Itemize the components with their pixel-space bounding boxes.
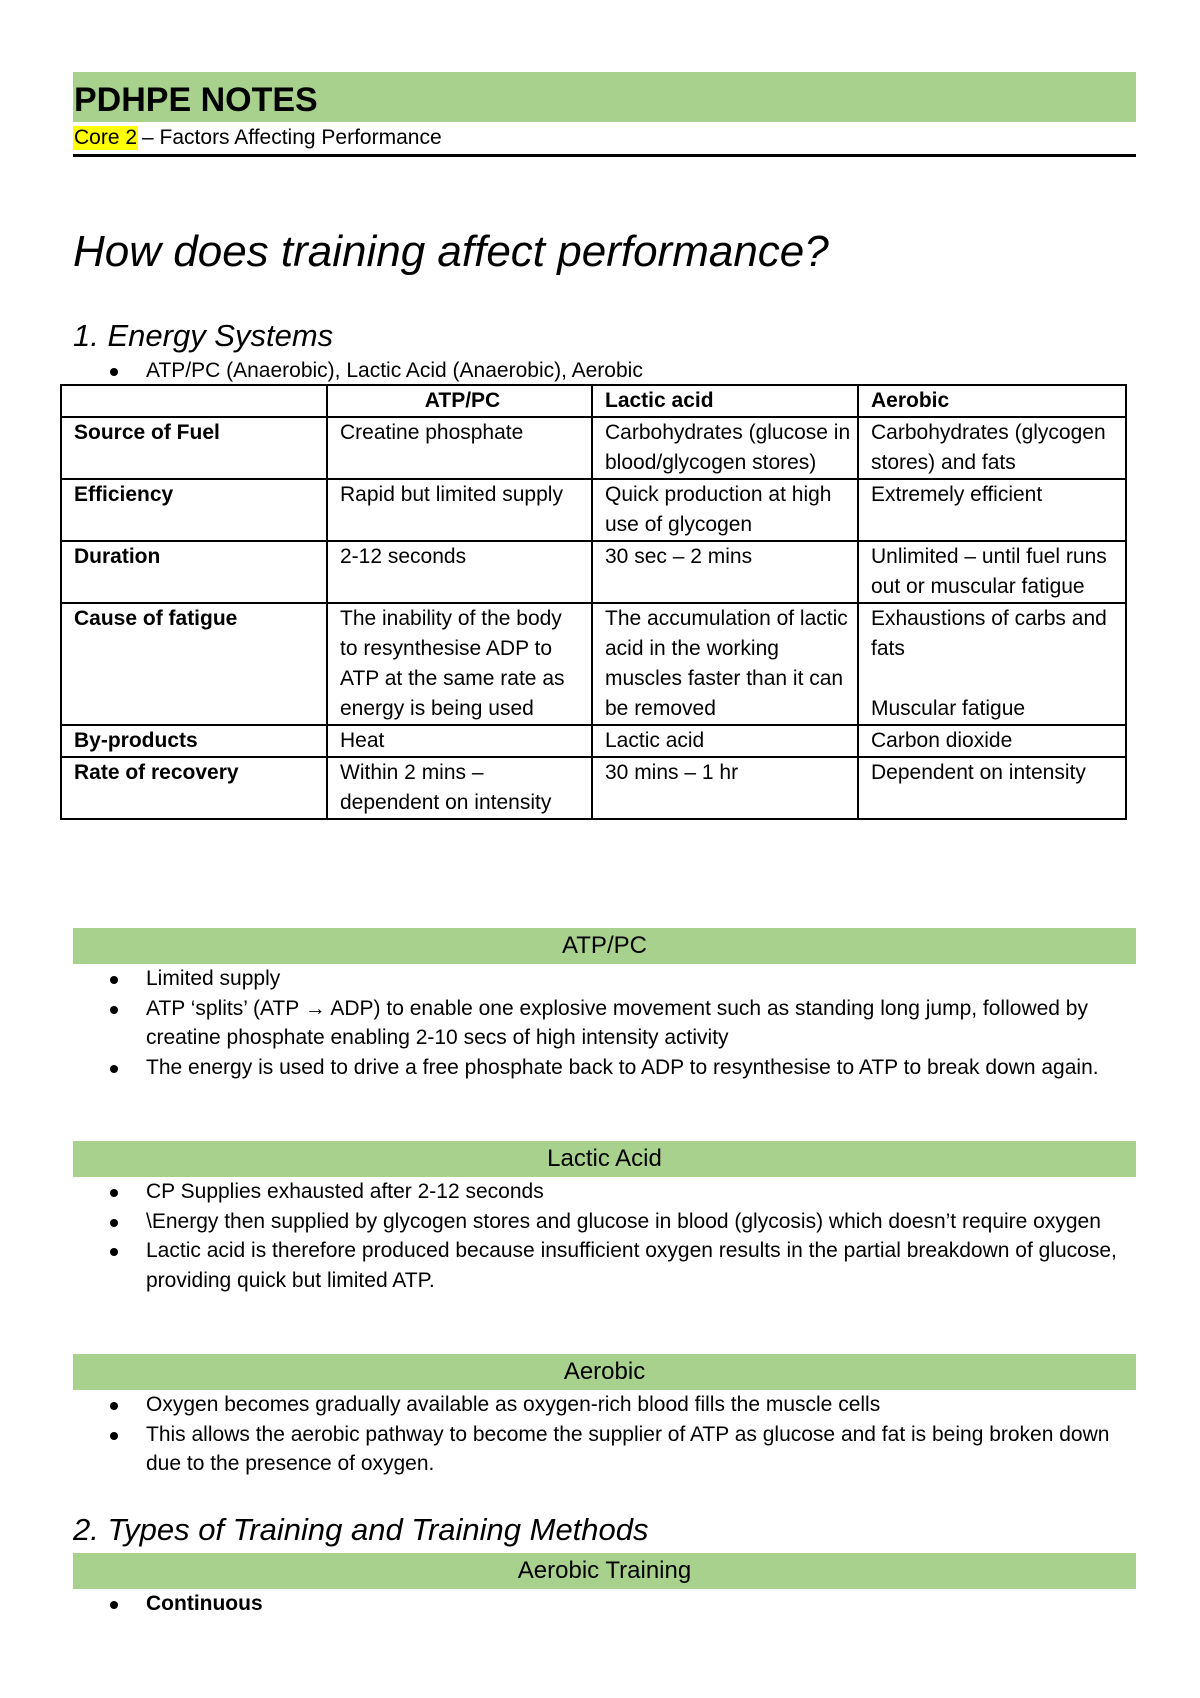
list-item: The energy is used to drive a free phosphate back to ADP to resynthesise to ATP to break down again. (73, 1053, 1136, 1083)
band-aerobic-training: Aerobic Training (73, 1553, 1136, 1589)
band-lactic-acid: Lactic Acid (73, 1141, 1136, 1177)
table-row (61, 541, 1126, 603)
table-cell: Carbon dioxide (858, 725, 1126, 757)
section-heading-types-of-training: 2. Types of Training and Training Methods (73, 1512, 649, 1547)
table-header-blank (61, 385, 327, 417)
row-label: Rate of recovery (61, 757, 327, 819)
row-label: Cause of fatigue (61, 603, 327, 725)
table-cell: Extremely efficient (858, 479, 1126, 541)
section-heading-energy-systems: 1. Energy Systems (73, 318, 334, 353)
lactic-acid-list (73, 1177, 1136, 1295)
main-title: How does training affect performance? (73, 227, 829, 276)
table-cell: Heat (327, 725, 592, 757)
cell-line: Muscular fatigue (871, 697, 1026, 720)
list-item: This allows the aerobic pathway to become the supplier of ATP as glucose and fat is being broken down due to the presence of oxygen. (73, 1420, 1136, 1479)
row-label: Source of Fuel (61, 417, 327, 479)
table-cell: Unlimited – until fuel runs out or muscular fatigue (858, 541, 1126, 603)
table-cell: Carbohydrates (glucose in blood/glycogen stores) (592, 417, 858, 479)
table-header-aerobic: Aerobic (858, 385, 1126, 417)
header-band (73, 72, 1136, 122)
list-item: Limited supply (73, 964, 1136, 994)
list-item: Oxygen becomes gradually available as oxygen-rich blood fills the muscle cells (73, 1390, 1136, 1420)
header-title: PDHPE NOTES (74, 81, 318, 119)
list-item: ATP/PC (Anaerobic), Lactic Acid (Anaerobic), Aerobic (73, 356, 1136, 386)
band-aerobic: Aerobic (73, 1354, 1136, 1390)
list-item: ATP ‘splits’ (ATP → ADP) to enable one explosive movement such as standing long jump, followed by creatine phosphate enabling 2-10 secs of high intensity activity (73, 994, 1136, 1053)
atp-pc-list (73, 964, 1136, 1082)
row-label: By-products (61, 725, 327, 757)
cell-line: Exhaustions of carbs and fats (871, 607, 1107, 660)
table-cell: Creatine phosphate (327, 417, 592, 479)
table-cell: Lactic acid (592, 725, 858, 757)
table-header-row (61, 385, 1126, 417)
table-row (61, 757, 1126, 819)
table-row (61, 603, 1126, 725)
energy-systems-list (73, 356, 1136, 386)
list-item: \Energy then supplied by glycogen stores and glucose in blood (glycosis) which doesn’t require oxygen (73, 1207, 1136, 1237)
table-row (61, 417, 1126, 479)
list-item: Continuous (73, 1589, 1136, 1619)
header-subtitle-row (73, 122, 1136, 157)
header-subtitle: – Factors Affecting Performance (142, 126, 442, 149)
table-row (61, 725, 1126, 757)
row-label: Efficiency (61, 479, 327, 541)
aerobic-list (73, 1390, 1136, 1479)
aerobic-training-list (73, 1589, 1136, 1619)
row-label: Duration (61, 541, 327, 603)
table-cell (858, 603, 1126, 725)
table-cell: Rapid but limited supply (327, 479, 592, 541)
table-header-atp-pc: ATP/PC (327, 385, 592, 417)
table-cell: 30 mins – 1 hr (592, 757, 858, 819)
list-item: CP Supplies exhausted after 2-12 seconds (73, 1177, 1136, 1207)
list-item: Lactic acid is therefore produced because insufficient oxygen results in the partial breakdown of glucose, providing quick but limited ATP. (73, 1236, 1136, 1295)
table-cell: Within 2 mins – dependent on intensity (327, 757, 592, 819)
cell-spacer (871, 664, 1119, 694)
energy-systems-table (60, 384, 1127, 820)
table-cell: 2-12 seconds (327, 541, 592, 603)
table-row (61, 479, 1126, 541)
table-cell: The accumulation of lactic acid in the working muscles faster than it can be removed (592, 603, 858, 725)
table-cell: Carbohydrates (glycogen stores) and fats (858, 417, 1126, 479)
table-cell: Dependent on intensity (858, 757, 1126, 819)
table-cell: 30 sec – 2 mins (592, 541, 858, 603)
core-label: Core 2 (74, 126, 138, 149)
table-header-lactic-acid: Lactic acid (592, 385, 858, 417)
table-cell: The inability of the body to resynthesise ADP to ATP at the same rate as energy is being used (327, 603, 592, 725)
table-cell: Quick production at high use of glycogen (592, 479, 858, 541)
document-header (73, 72, 1136, 157)
band-atp-pc: ATP/PC (73, 928, 1136, 964)
